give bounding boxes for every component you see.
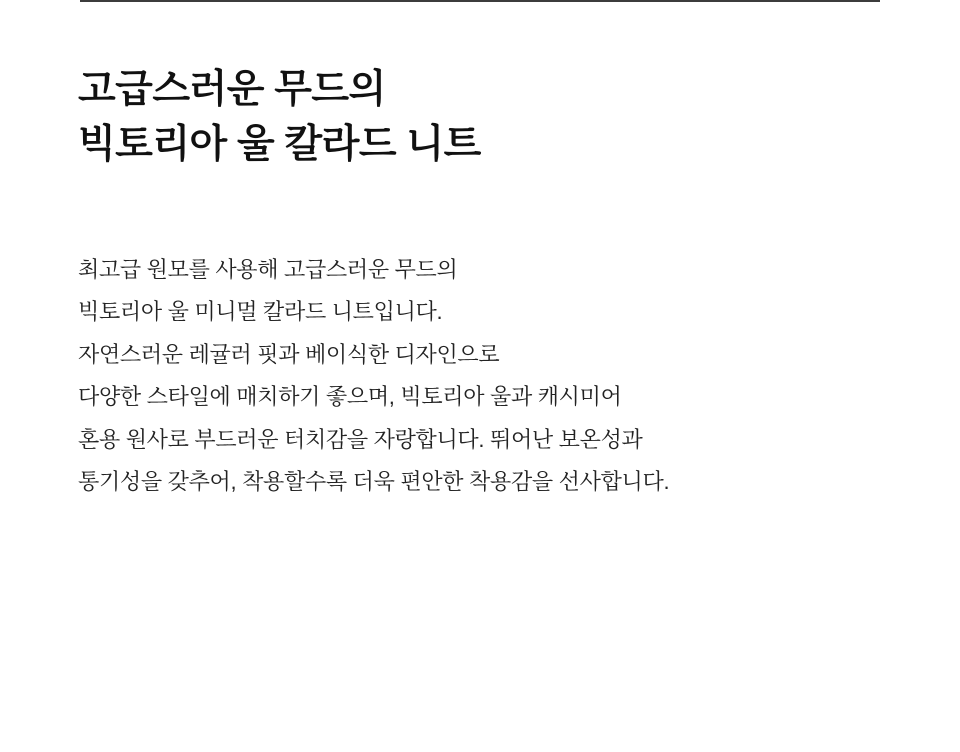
description-line-4: 다양한 스타일에 매치하기 좋으며, 빅토리아 울과 캐시미어 xyxy=(78,384,622,410)
page-title-line-2: 빅토리아 울 칼라드 니트 xyxy=(78,123,481,167)
product-description-text xyxy=(78,173,900,504)
description-line-1: 최고급 원모를 사용해 고급스러운 무드의 xyxy=(78,256,458,282)
description-line-3: 자연스러운 레귤러 핏과 베이식한 디자인으로 xyxy=(78,341,500,367)
content-container xyxy=(78,0,900,503)
page-title xyxy=(78,0,900,173)
description-line-2: 빅토리아 울 미니멀 칼라드 니트입니다. xyxy=(78,299,443,325)
page-title-line-1: 고급스러운 무드의 xyxy=(78,68,386,111)
description-line-5: 혼용 원사로 부드러운 터치감을 자랑합니다. 뛰어난 보온성과 xyxy=(78,426,643,452)
description-line-6: 통기성을 갖추어, 착용할수록 더욱 편안한 착용감을 선사합니다. xyxy=(78,469,670,495)
